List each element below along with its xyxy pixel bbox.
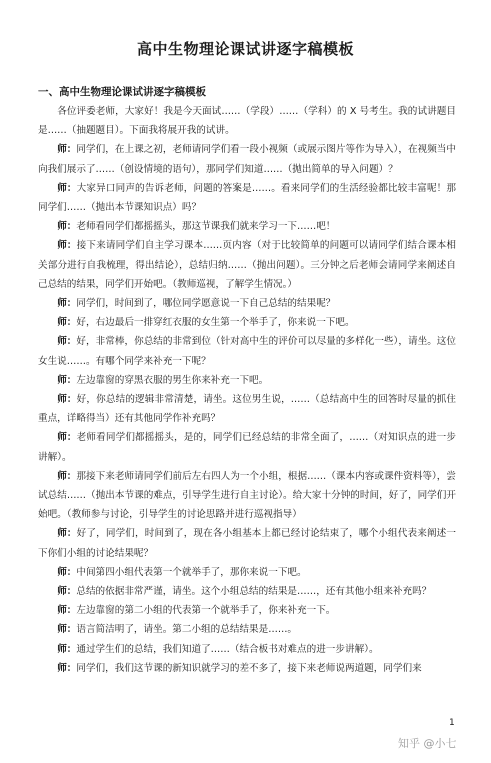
paragraph-text: 好，非常棒，你总结的非常到位（针对高中生的评价可以尽量的多样化一些），请坐。这位女生说……。有哪个同学来补充一下呢？ <box>38 336 457 367</box>
paragraph-text: 大家异口同声的告诉老师，问题的答案是……。看来同学们的生活经验都比较丰富呢！那同学们……（抛出本节课知识点）吗？ <box>38 182 456 214</box>
paragraph <box>38 140 456 178</box>
speaker-label: 师： <box>57 298 77 310</box>
paragraph-text: 好，你总结的逻辑非常清楚，请坐。这位男生说，……（总结高中生的回答时尽量的抓住重点，详略得当）还有其他同学作补充吗？ <box>38 394 456 425</box>
speaker-label: 师： <box>57 240 77 252</box>
paragraph-text: 中间第四小组代表第一个就举手了，那你来说一下吧。 <box>76 566 307 578</box>
paragraph-text: 接下来请同学们自主学习课本……页内容（对于比较简单的问题可以请同学们结合课本相关部分进行自我梳理，得出结论），总结归纳……（抛出问题）。三分钟之后老师会请同学来阐述自己总结的结果，同学们开始吧。（教师巡视，了解学生情况。） <box>38 240 456 290</box>
speaker-label: 师： <box>57 144 77 156</box>
paragraph <box>38 582 456 601</box>
paragraph <box>38 640 456 659</box>
paragraph-text: 老师看同学们都摇摇头，是的，同学们已经总结的非常全面了，……（对知识点的进一步讲解）。 <box>38 432 456 463</box>
paragraph <box>38 601 456 620</box>
speaker-label: 师： <box>57 336 77 348</box>
paragraph <box>38 236 456 294</box>
speaker-label: 师： <box>57 394 77 406</box>
paragraph <box>38 524 456 562</box>
paragraph-text: 各位评委老师，大家好！我是今天面试……（学段）……（学科）的 X 号考生。我的试讲题目是……（抽题题目）。下面我将展开我的试讲。 <box>38 106 456 137</box>
speaker-label: 师： <box>57 221 77 233</box>
paragraph <box>38 102 456 140</box>
speaker-label: 师： <box>57 432 77 444</box>
document-body <box>38 102 456 678</box>
zhihu-watermark: 知乎 @小七 <box>398 737 457 750</box>
speaker-label: 师： <box>57 374 77 386</box>
paragraph-text: 左边靠窗的第二小组的代表第一个就举手了，你来补充一下。 <box>76 605 336 617</box>
paragraph <box>38 313 456 332</box>
paragraph <box>38 179 456 217</box>
paragraph-text: 好了，同学们，时间到了，现在各小组基本上都已经讨论结束了，哪个小组代表来阐述一下你们小组的讨论结果呢？ <box>38 528 457 559</box>
paragraph <box>38 620 456 639</box>
document-title: 高中生物理论课试讲逐字稿模板 <box>136 40 354 58</box>
paragraph <box>38 371 456 390</box>
speaker-label: 师： <box>57 605 77 617</box>
paragraph <box>38 428 456 466</box>
paragraph-text: 老师看同学们都摇摇头，那这节课我们就来学习一下……吧！ <box>76 221 336 233</box>
paragraph <box>38 217 456 236</box>
section-heading: 一、高中生物理论课试讲逐字稿模板 <box>38 86 206 98</box>
page-number: 1 <box>449 718 455 728</box>
paragraph-text: 语言简洁明了，请坐。第二小组的总结结果是……。 <box>76 624 298 636</box>
speaker-label: 师： <box>57 624 77 636</box>
speaker-label: 师： <box>57 317 77 329</box>
paragraph-text: 同学们，时间到了，哪位同学愿意说一下自己总结的结果呢？ <box>76 298 336 310</box>
paragraph-text: 那接下来老师请同学们前后左右四人为一个小组，根据……（课本内容或课件资料等），尝试总结……（抛出本节课的难点，引导学生进行自主讨论）。给大家十分钟的时间，好了，同学们开始吧。（教师参与讨论，引导学生的讨论思路并进行巡视指导） <box>38 470 457 521</box>
paragraph <box>38 294 456 313</box>
paragraph-text: 同学们，在上课之初，老师请同学们看一段小视频（或展示图片等作为导入），在视频当中向我们展示了……（创设情境的语句），那同学们知道……（抛出简单的导入问题）？ <box>38 144 457 175</box>
speaker-label: 师： <box>57 566 77 578</box>
paragraph-text: 通过学生们的总结，我们知道了……（结合板书对难点的进一步讲解）。 <box>76 643 379 655</box>
speaker-label: 师： <box>57 662 77 674</box>
paragraph-text: 总结的依据非常严谨，请坐。这个小组总结的结果是……，还有其他小组来补充吗？ <box>76 586 432 598</box>
paragraph <box>38 332 456 370</box>
speaker-label: 师： <box>57 528 77 540</box>
speaker-label: 师： <box>57 586 77 598</box>
paragraph <box>38 563 456 582</box>
paragraph-text: 好，右边最后一排穿红衣服的女生第一个举手了，你来说一下吧。 <box>76 317 355 329</box>
paragraph-text: 同学们，我们这节课的新知识就学习的差不多了，接下来老师说两道题，同学们来 <box>76 662 422 674</box>
paragraph <box>38 659 456 678</box>
paragraph <box>38 390 456 428</box>
paragraph-text: 左边靠窗的穿黑衣服的男生你来补充一下吧。 <box>76 374 269 386</box>
speaker-label: 师： <box>57 643 77 655</box>
paragraph <box>38 467 456 525</box>
speaker-label: 师： <box>57 182 77 194</box>
speaker-label: 师： <box>57 470 77 482</box>
